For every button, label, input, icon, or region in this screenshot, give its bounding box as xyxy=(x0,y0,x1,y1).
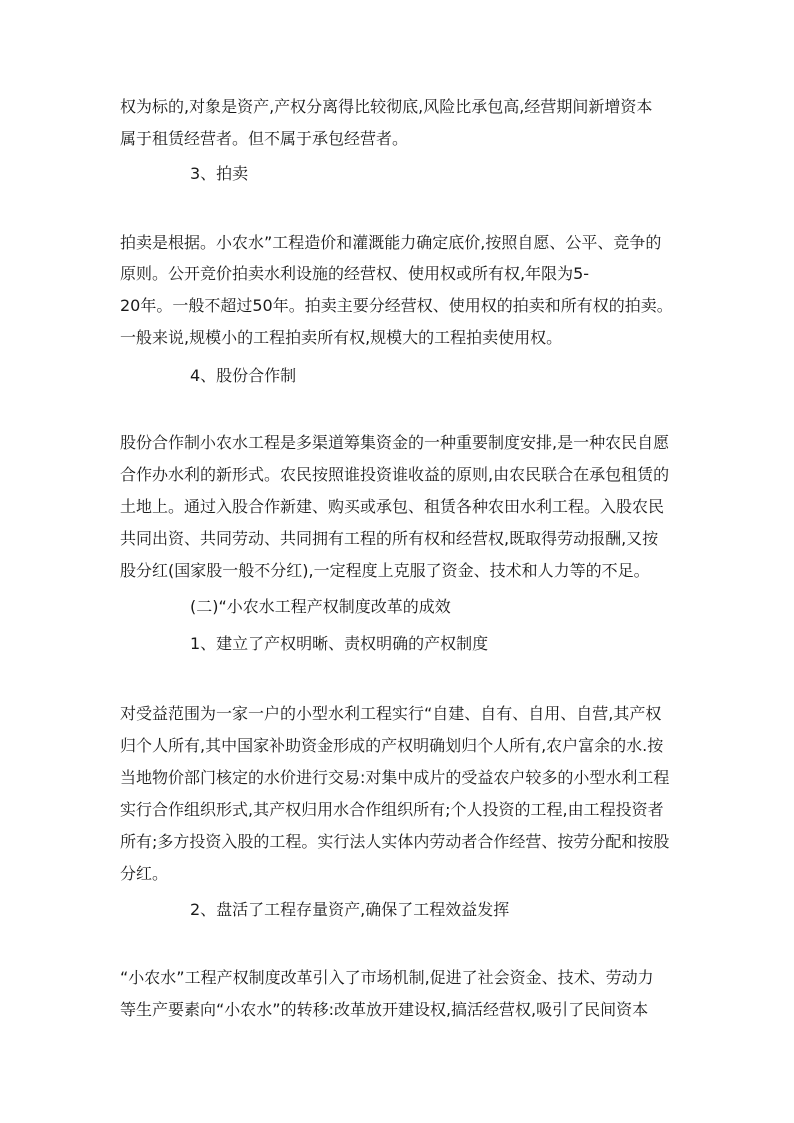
paragraph-shares-line: 土地上。通过入股合作新建、购买或承包、租赁各种农田水利工程。入股农民 xyxy=(120,497,665,516)
paragraph-property-line: 分红。 xyxy=(120,864,169,883)
paragraph-lease-line: 属于租赁经营者。但不属于承包经营者。 xyxy=(120,129,409,148)
paragraph-shares-line: 股份合作制小农水工程是多渠道筹集资金的一种重要制度安排,是一种农民自愿 xyxy=(120,433,670,452)
paragraph-lease-line: 权为标的,对象是资产,产权分离得比较彻底,风险比承包高,经营期间新增资本 xyxy=(120,97,653,116)
paragraph-property-line: 当地物价部门核定的水价进行交易:对集中成片的受益农户较多的小型水利工程 xyxy=(120,768,670,787)
paragraph-assets-line: 等生产要素向“小农水”的转移:改革放开建设权,搞活经营权,吸引了民间资本 xyxy=(120,1000,649,1019)
paragraph-shares-line: 股分红(国家股一般不分红),一定程度上克服了资金、技术和人力等的不足。 xyxy=(120,561,650,580)
heading-auction: 3、拍卖 xyxy=(190,164,249,183)
paragraph-assets-line: “小农水”工程产权制度改革引入了市场机制,促进了社会资金、技术、劳动力 xyxy=(120,968,654,987)
paragraph-shares-line: 合作办水利的新形式。农民按照谁投资谁收益的原则,由农民联合在承包租赁的 xyxy=(120,465,670,484)
paragraph-property-line: 对受益范围为一家一户的小型水利工程实行“自建、自有、自用、自营,其产权 xyxy=(120,704,662,723)
paragraph-auction-line: 一般来说,规模小的工程拍卖所有权,规模大的工程拍卖使用权。 xyxy=(120,328,563,347)
paragraph-auction-line: 20年。一般不超过50年。拍卖主要分经营权、使用权的拍卖和所有权的拍卖。 xyxy=(120,296,673,315)
paragraph-shares-line: 共同出资、共同劳动、共同拥有工程的所有权和经营权,既取得劳动报酬,又按 xyxy=(120,529,659,548)
paragraph-property-line: 实行合作组织形式,其产权归用水合作组织所有;个人投资的工程,由工程投资者 xyxy=(120,800,664,819)
paragraph-property-line: 所有;多方投资入股的工程。实行法人实体内劳动者合作经营、按劳分配和按股 xyxy=(120,832,670,851)
paragraph-property-line: 归个人所有,其中国家补助资金形成的产权明确划归个人所有,农户富余的水.按 xyxy=(120,736,664,755)
heading-section-results: (二)“小农水工程产权制度改革的成效 xyxy=(190,597,451,616)
paragraph-auction-line: 拍卖是根据。小农水”工程造价和灌溉能力确定底价,按照自愿、公平、竞争的 xyxy=(120,233,662,252)
heading-share-cooperative: 4、股份合作制 xyxy=(190,366,297,385)
heading-stock-assets: 2、盘活了工程存量资产,确保了工程效益发挥 xyxy=(190,900,510,919)
paragraph-auction-line: 原则。公开竞价拍卖水利设施的经营权、使用权或所有权,年限为5- xyxy=(120,264,590,283)
heading-property-system: 1、建立了产权明晰、责权明确的产权制度 xyxy=(190,634,489,653)
